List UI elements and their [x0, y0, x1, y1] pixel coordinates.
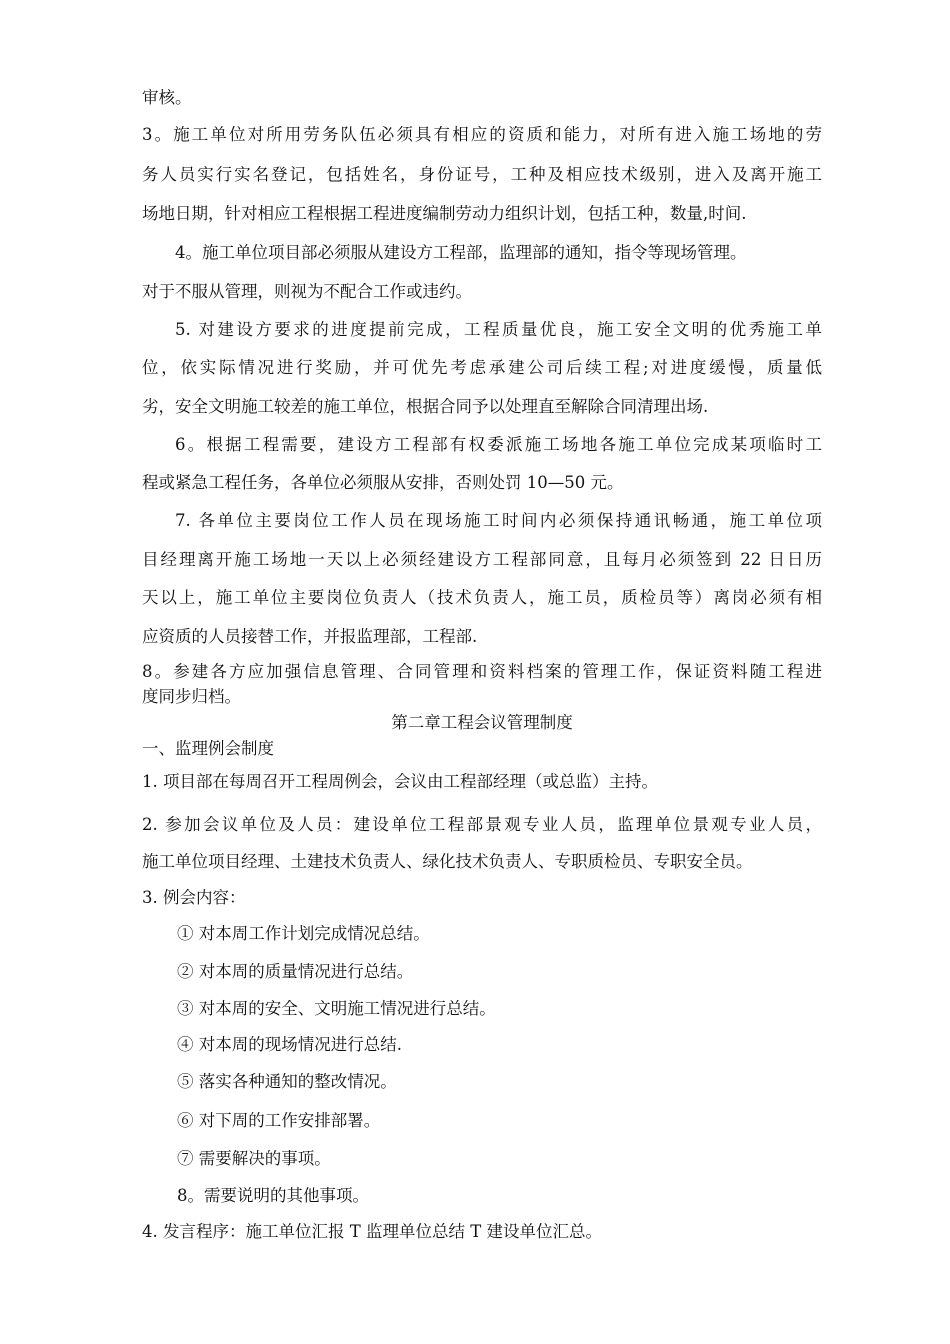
sub-list-item: ⑦ 需要解决的事项。 — [177, 1149, 331, 1168]
text-line: 应资质的人员接替工作，并报监理部，工程部. — [142, 627, 478, 646]
sub-list-item: ③ 对本周的安全、文明施工情况进行总结。 — [177, 999, 496, 1018]
sub-list-item: ⑥ 对下周的工作安排部署。 — [177, 1111, 381, 1130]
list-item: 2. 参加会议单位及人员：建设单位工程部景观专业人员，监理单位景观专业人员， — [142, 815, 822, 834]
text-line: 程或紧急工程任务，各单位必须服从安排，否则处罚 10—50 元。 — [142, 473, 624, 492]
text-line: 位，依实际情况进行奖励，并可优先考虑承建公司后续工程;对进度缓慢，质量低 — [142, 358, 822, 377]
text-line: 5. 对建设方要求的进度提前完成，工程质量优良，施工安全文明的优秀施工单 — [175, 320, 822, 339]
sub-list-item: ② 对本周的质量情况进行总结。 — [177, 962, 414, 981]
text-line: 天以上，施工单位主要岗位负责人（技术负责人，施工员，质检员等）离岗必须有相 — [142, 588, 822, 607]
text-line: 劣，安全文明施工较差的施工单位，根据合同予以处理直至解除合同清理出场. — [142, 397, 709, 416]
text-line: 对于不服从管理，则视为不配合工作或违约。 — [142, 282, 472, 301]
sub-list-item: ⑤ 落实各种通知的整改情况。 — [177, 1072, 397, 1091]
sub-list-item: 8。需要说明的其他事项。 — [177, 1186, 369, 1205]
list-item: 3. 例会内容： — [142, 888, 246, 907]
list-item: 4. 发言程序：施工单位汇报 T 监理单位总结 T 建设单位汇总。 — [142, 1222, 602, 1241]
text-line: 7. 各单位主要岗位工作人员在现场施工时间内必须保持通讯畅通，施工单位项 — [175, 511, 822, 530]
text-line: 4。施工单位项目部必须服从建设方工程部，监理部的通知，指令等现场管理。 — [175, 243, 747, 262]
section-heading: 一、监理例会制度 — [142, 739, 274, 758]
text-line: 度同步归档。 — [142, 687, 241, 706]
text-line: 务人员实行实名登记，包括姓名，身份证号，工种及相应技术级别，进入及离开施工 — [142, 165, 822, 184]
text-line: 施工单位项目经理、土建技术负责人、绿化技术负责人、专职质检员、专职安全员。 — [142, 852, 753, 871]
chapter-title: 第二章工程会议管理制度 — [391, 713, 573, 732]
text-line: 3。施工单位对所用劳务队伍必须具有相应的资质和能力，对所有进入施工场地的劳 — [142, 125, 822, 144]
text-line: 8。参建各方应加强信息管理、合同管理和资料档案的管理工作，保证资料随工程进 — [142, 662, 822, 681]
text-line: 审核。 — [142, 88, 192, 107]
text-line: 6。根据工程需要，建设方工程部有权委派施工场地各施工单位完成某项临时工 — [175, 435, 822, 454]
sub-list-item: ① 对本周工作计划完成情况总结。 — [177, 924, 430, 943]
list-item: 1. 项目部在每周召开工程周例会，会议由工程部经理（或总监）主持。 — [142, 772, 658, 791]
text-line: 目经理离开施工场地一天以上必须经建设方工程部同意，且每月必须签到 22 日日历 — [142, 550, 822, 569]
text-line: 场地日期，针对相应工程根据工程进度编制劳动力组织计划，包括工种，数量,时间. — [142, 204, 747, 223]
sub-list-item: ④ 对本周的现场情况进行总结. — [177, 1035, 402, 1054]
